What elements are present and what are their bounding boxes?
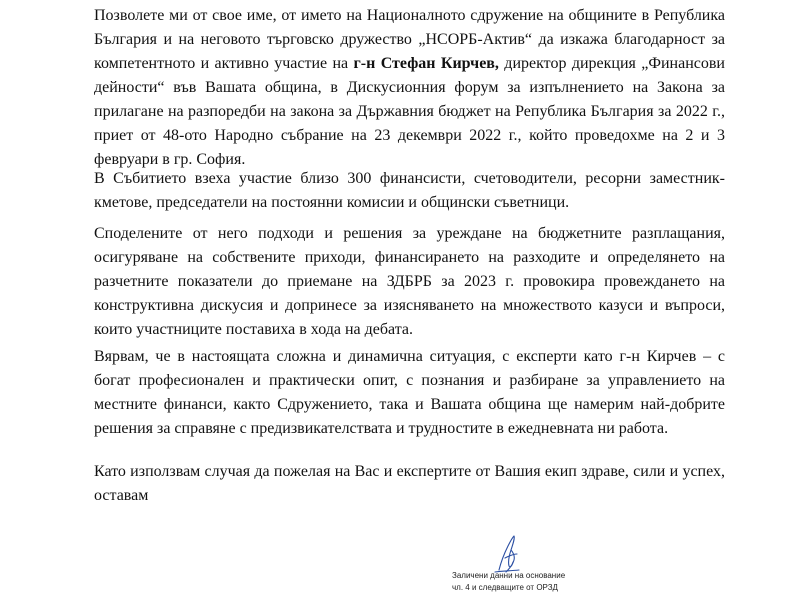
paragraph-belief: Вярвам, че в настоящата сложна и динамична ситуация, с експерти като г-н Кирчев – с богат професионален и практически опит, с познания и разбиране за управлението на местните финанси, както Сдружението, така и Вашата община ще намерим най-добрите решения за справяне с предизвикателствата и трудностите в ежедневната ни работа. bbox=[94, 348, 725, 437]
paragraph-approaches: Споделените от него подходи и решения за уреждане на бюджетните разплащания, осигуряване на собствените приходи, финансирането на разходите и определянето на разчетните показатели до приемане на ЗДБРБ за 2023 г. провокира провеждането на конструктивна дискусия и допринесе за изясняването на множеството казуси и въпроси, които участниците поставиха в хода на дебата. bbox=[94, 225, 725, 338]
redaction-note-line-1: Заличени данни на основание bbox=[452, 571, 566, 580]
redaction-note-line-2: чл. 4 и следващите от ОРЗД bbox=[452, 583, 558, 592]
honoree-name: г-н Стефан Кирчев, bbox=[353, 55, 499, 72]
paragraph-gratitude-text-end: директор дирекция „Финансови дейности“ във Вашата община, в Дискусионния форум за изпълнението на Закона за прилагане на разпоредби на закона за Държавния бюджет на Република България за 2022 г., приет от 48-ото Народно събрание на 23 декември 2022 г., който проведохме на 2 и 3 февруари в гр. София. bbox=[94, 55, 725, 168]
paragraph-closing: Като използвам случая да пожелая на Вас и експертите от Вашия екип здраве, сили и успех, оставам bbox=[94, 463, 725, 504]
paragraph-gratitude bbox=[94, 4, 725, 172]
paragraph-gratitude-text-start: Позволете ми от свое име, от името на Националното сдружение на общините в Република България и на неговото търговско дружество „НСОРБ-Актив“ да изкажа благодарност за компетентното и активно участие на bbox=[94, 7, 725, 72]
letter-body bbox=[94, 0, 725, 600]
redaction-note bbox=[452, 570, 652, 594]
paragraph-participants: В Събитието взеха участие близо 300 финансисти, счетоводители, ресорни заместник-кметове, председатели на постоянни комисии и общински съветници. bbox=[94, 170, 725, 211]
